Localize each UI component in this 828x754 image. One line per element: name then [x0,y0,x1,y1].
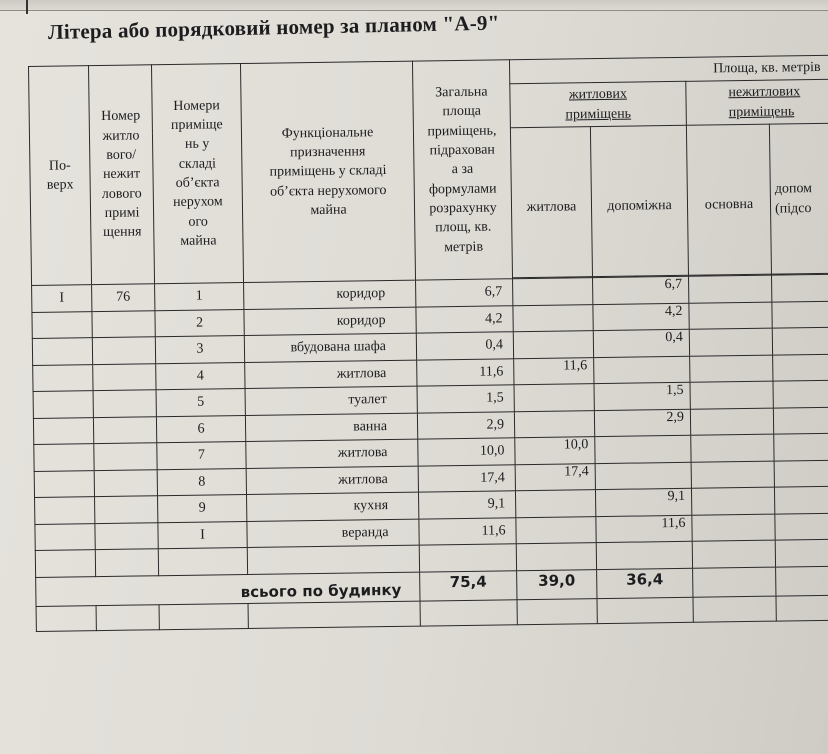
unit-cell [95,522,158,549]
unit-cell [92,310,155,337]
area-table [28,53,828,631]
aux-sub-cell [772,326,828,355]
main-cell [690,381,773,409]
living-cell: 11,6 [514,357,594,385]
auxiliary-cell: 11,6 [596,515,692,543]
auxiliary-cell [594,356,690,384]
header-aux-sub: допом (підсо [769,122,828,274]
total-area-cell: 2,9 [417,411,514,439]
function-cell: вбудована шафа [244,333,416,362]
main-cell [690,355,773,383]
aux-sub-cell [774,432,828,461]
main-cell [691,461,774,489]
auxiliary-cell [595,462,691,490]
area-table-container [28,55,828,650]
function-cell: коридор [244,280,416,309]
floor-cell [32,338,92,365]
auxiliary-cell: 0,4 [593,329,689,357]
room-cell: 3 [155,336,244,364]
auxiliary-cell [595,435,691,463]
main-cell [691,434,774,462]
room-cell: 8 [157,468,246,496]
aux-sub-cell [774,485,828,514]
total-area-cell: 11,6 [417,358,514,386]
auxiliary-cell: 6,7 [593,276,689,304]
main-cell [689,328,772,356]
totals-label: всього по будинку [36,572,420,606]
unit-cell [94,469,157,496]
total-area-cell: 17,4 [418,464,515,492]
header-area-group: Площа, кв. метрів [509,54,828,84]
total-area-cell: 1,5 [417,385,514,413]
main-cell [689,275,772,303]
aux-sub-cell [774,458,828,487]
room-cell: 1 [155,283,244,311]
aux-sub-cell [773,352,828,381]
floor-cell [35,497,95,524]
living-cell: 17,4 [515,463,595,491]
unit-cell: 76 [92,284,155,311]
aux-sub-cell [771,273,828,302]
room-cell: 6 [156,415,245,443]
auxiliary-cell: 9,1 [595,488,691,516]
totals-main [693,567,776,597]
function-cell: туалет [245,386,417,415]
aux-sub-cell [775,511,828,540]
unit-cell [93,363,156,390]
total-area-cell: 6,7 [416,279,513,307]
living-cell [513,304,593,332]
floor-cell [32,311,92,338]
total-area-cell: 0,4 [416,332,513,360]
totals-total-area: 75,4 [420,570,517,600]
header-unit-number: Номер житло вого/ нежит лового примі щення [89,65,155,285]
room-cell: I [158,521,247,549]
auxiliary-cell: 1,5 [594,382,690,410]
auxiliary-cell: 4,2 [593,303,689,331]
function-cell: веранда [247,519,419,548]
function-cell: житлова [246,439,418,468]
margin-line [26,0,28,14]
total-area-cell: 11,6 [419,517,516,545]
header-total-area: Загальна площа приміщень, підрахован а за формулами розрахунку площ, кв. метрів [412,60,512,280]
header-living: житлова [510,127,592,278]
main-cell [690,408,773,436]
unit-cell [92,337,155,364]
function-cell: кухня [247,492,419,521]
function-cell: ванна [245,413,417,442]
document-title: Літера або порядковий номер за планом "А-9" [47,10,500,44]
totals-aux-sub [776,564,828,595]
main-cell [691,487,774,515]
unit-cell [95,496,158,523]
main-cell [692,514,775,542]
room-cell: 9 [158,494,247,522]
function-cell: житлова [245,360,417,389]
unit-cell [94,443,157,470]
floor-cell [35,523,95,550]
header-nonresidential-group: нежитлових приміщень [686,78,828,125]
living-cell: 10,0 [515,437,595,465]
total-area-cell: 10,0 [418,438,515,466]
unit-cell [93,390,156,417]
living-cell [514,410,594,438]
header-floor: По- верх [29,66,92,286]
totals-auxiliary: 36,4 [597,568,693,598]
living-cell [515,490,595,518]
room-cell: 5 [156,389,245,417]
function-cell: житлова [246,466,418,495]
floor-cell [33,417,93,444]
floor-cell [34,444,94,471]
floor-cell [33,364,93,391]
aux-sub-cell [773,379,828,408]
header-room-number: Номери приміще нь у складі об’єкта нерухом ого майна [151,64,243,284]
auxiliary-cell: 2,9 [594,409,690,437]
living-cell [513,278,593,306]
total-area-cell: 4,2 [416,305,513,333]
aux-sub-cell [773,405,828,434]
living-cell [513,331,593,359]
total-area-cell: 9,1 [418,491,515,519]
floor-cell [34,470,94,497]
aux-sub-cell [772,299,828,328]
totals-living: 39,0 [517,569,597,599]
living-cell [516,516,596,544]
unit-cell [93,416,156,443]
header-residential-group: житлових приміщень [510,81,687,127]
function-cell: коридор [244,307,416,336]
living-cell [514,384,594,412]
room-cell: 2 [155,309,244,337]
header-function: Функціональне призначення приміщень у складі об’єкта нерухомого майна [240,61,415,282]
previous-page-edge [0,0,828,11]
room-cell: 4 [156,362,245,390]
floor-cell [33,391,93,418]
floor-cell: I [32,285,92,312]
room-cell: 7 [157,441,246,469]
header-auxiliary: допоміжна [590,125,688,276]
header-main: основна [686,124,771,275]
main-cell [689,302,772,330]
